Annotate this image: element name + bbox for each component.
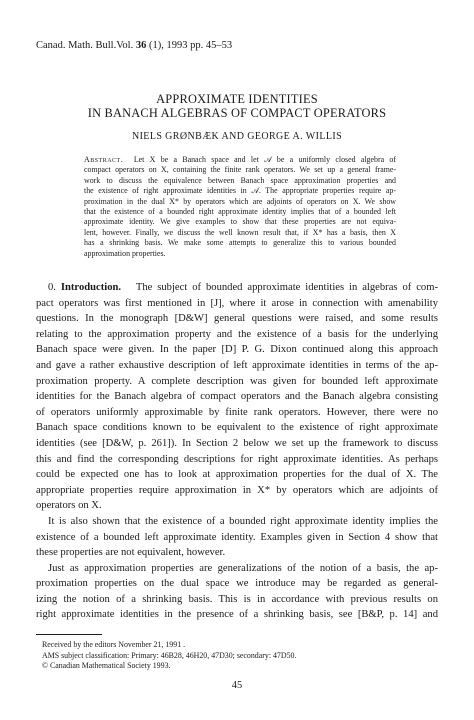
footnote-divider <box>36 634 102 635</box>
journal-name: Canad. Math. Bull.Vol. <box>36 40 134 51</box>
body-line: of operators uniformly approximable by finite rank operators. However, there were no <box>36 406 438 418</box>
abstract <box>84 155 396 259</box>
body-line: these properties are not equivalent, however. <box>36 547 226 559</box>
body-line: Banach space were given. In the paper [D] P. G. Dixon continued along this approach <box>36 344 438 356</box>
body-line: pact operators was first mentioned in [J], where it arose in connection with amenability <box>36 297 438 309</box>
body-line: Banach space conditions known to be equivalent to the existence of right approximate <box>36 422 438 434</box>
abstract-line: the existence of right approximate identities in 𝒜. The appropriate properties require ap- <box>84 186 396 196</box>
journal-volume: 36 <box>135 40 147 51</box>
footnote-classification: AMS subject classification: Primary: 46B28, 46H20, 47D30; secondary: 47D50. <box>42 650 297 660</box>
abstract-line: compact operators on X, containing the finite rank operators. We set up a general frame- <box>84 165 396 175</box>
abstract-line: that the existence of a bounded right approximate identity implies that of a bounded left <box>84 206 396 216</box>
journal-issue-pages: (1), 1993 pp. 45–53 <box>148 40 233 51</box>
footnote-copyright: © Canadian Mathematical Society 1993. <box>42 661 171 671</box>
body-line: identities (see [D&W, p. 261]). In Section 2 below we set up the framework to discuss <box>36 437 438 449</box>
abstract-line: has a shrinking basis. We make some attempts to generalize this to various bounded <box>84 238 396 248</box>
body-line: operators on X. <box>36 500 102 512</box>
body-line: izing the notion of a shrinking basis. This is in accordance with previous results on <box>36 593 438 605</box>
page-number: 45 <box>231 680 243 691</box>
body-text <box>36 280 438 623</box>
body-line: proximation property. A complete description was given for bounded left approximate <box>36 375 438 387</box>
title-line-1: APPROXIMATE IDENTITIES <box>156 92 318 106</box>
body-line: could be expected one has to look at approximation properties for the dual of X. The <box>36 469 438 481</box>
abstract-line: proximation in the dual X* by operators which are adjoints of operators on X. We show <box>84 196 396 206</box>
footnote-received: Received by the editors November 21, 1991 . <box>42 640 186 649</box>
abstract-line: lent, however. Finally, we discuss the well known result that, if X* has a basis, then X <box>84 227 396 237</box>
section-number: 0. <box>48 282 56 293</box>
abstract-line: approximation properties. <box>84 248 166 258</box>
body-line: identities for the Banach algebra of compact operators and the Banach algebra consisting <box>36 391 438 403</box>
footnotes <box>42 640 296 672</box>
body-line: It is also shown that the existence of a bounded right approximate identity implies the <box>48 515 438 527</box>
body-line: questions. In the monograph [D&W] general questions were raised, and some results <box>36 313 438 325</box>
body-line: this and find the corresponding descriptions for right approximate identities. As perhaps <box>36 453 438 465</box>
abstract-line: Abstract. Let X be a Banach space and let 𝒜 be a uniformly closed algebra of <box>84 155 396 164</box>
section-heading: Introduction. <box>60 282 122 293</box>
body-line: proximation properties on the dual space we introduce may be regarded as general- <box>36 578 438 590</box>
title-line-2: IN BANACH ALGEBRAS OF COMPACT OPERATORS <box>87 106 387 120</box>
body-line: existence of a bounded left approximate identity. Examples given in Section 4 show that <box>36 531 438 543</box>
paper-authors: NIELS GRØNBÆK AND GEORGE A. WILLIS <box>131 131 343 142</box>
body-line: 0. Introduction. The subject of bounded approximate identities in algebras of com- <box>48 282 438 293</box>
body-line: right approximate identities in the presence of a shrinking basis, see [B&P, p. 14] and <box>36 609 438 621</box>
body-line: relating to the approximation property and the existence of a basis for the underlying <box>36 328 438 340</box>
paper-title <box>0 92 474 120</box>
abstract-line: approximate identity. We give examples to show that these properties are not equiva- <box>84 217 396 227</box>
body-line: appropriate properties require approximation in X* by operators which are adjoints of <box>36 484 438 496</box>
body-line: Just as approximation properties are generalizations of the notion of a basis, the ap- <box>48 562 438 574</box>
abstract-line: work to discuss the equivalence between Banach space approximation properties and <box>84 175 396 185</box>
abstract-label: Abstract. <box>84 155 124 164</box>
body-line: and gave a rather exhaustive description of left approximate identities in terms of the ap- <box>36 359 438 371</box>
journal-header <box>36 40 232 51</box>
